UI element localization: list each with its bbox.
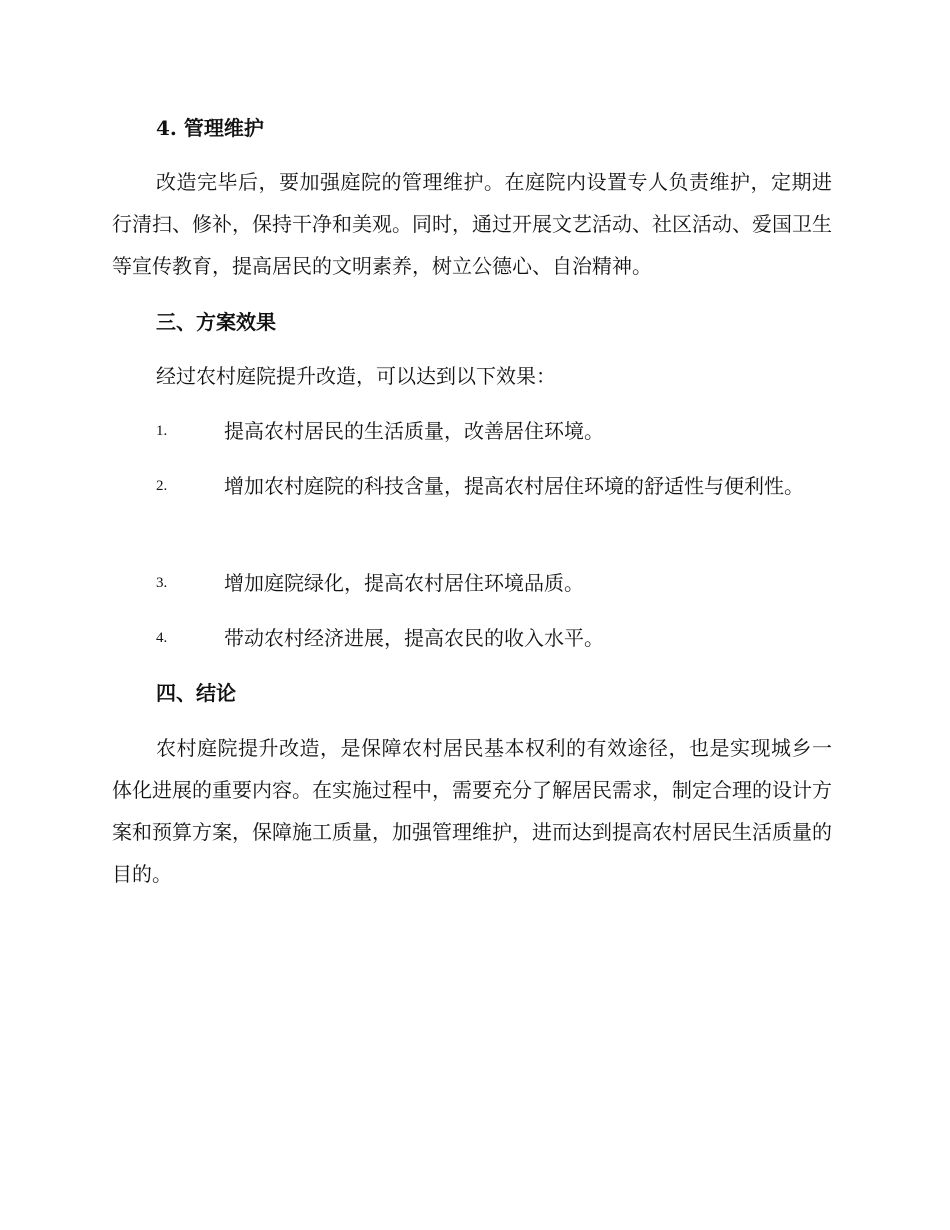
section-heading-effect: 三、方案效果 xyxy=(156,310,276,334)
paragraph-conclusion: 农村庭院提升改造，是保障农村居民基本权利的有效途径，也是实现城乡一体化进展的重要内容。在实施过程中，需要充分了解居民需求，制定合理的设计方案和预算方案，保障施工质量，加强管理维护，进而达到提高农村居民生活质量的目的。 xyxy=(112,736,832,886)
list-item-text: 提高农村居民的生活质量，改善居住环境。 xyxy=(224,419,604,443)
list-item xyxy=(112,465,832,507)
list-item-number: 3. xyxy=(156,575,168,591)
section-heading-manage: 4. 管理维护 xyxy=(156,116,264,140)
list-item xyxy=(112,562,832,604)
list-item-text: 增加庭院绿化，提高农村居住环境品质。 xyxy=(224,571,584,595)
section-heading-conclusion: 四、结论 xyxy=(156,681,236,705)
paragraph-manage: 改造完毕后，要加强庭院的管理维护。在庭院内设置专人负责维护，定期进行清扫、修补，保持干净和美观。同时，通过开展文艺活动、社区活动、爱国卫生等宣传教育，提高居民的文明素养，树立公德心、自治精神。 xyxy=(112,170,832,278)
list-item-number: 1. xyxy=(156,423,168,439)
list-item-number: 4. xyxy=(156,630,168,646)
list-item xyxy=(112,617,832,659)
list-item xyxy=(112,410,832,452)
list-item-text: 增加农村庭院的科技含量，提高农村居住环境的舒适性与便利性。 xyxy=(224,474,804,498)
paragraph-effect-intro: 经过农村庭院提升改造，可以达到以下效果： xyxy=(156,364,556,388)
list-item-text: 带动农村经济进展，提高农民的收入水平。 xyxy=(224,626,604,650)
list-item-number: 2. xyxy=(156,478,168,494)
